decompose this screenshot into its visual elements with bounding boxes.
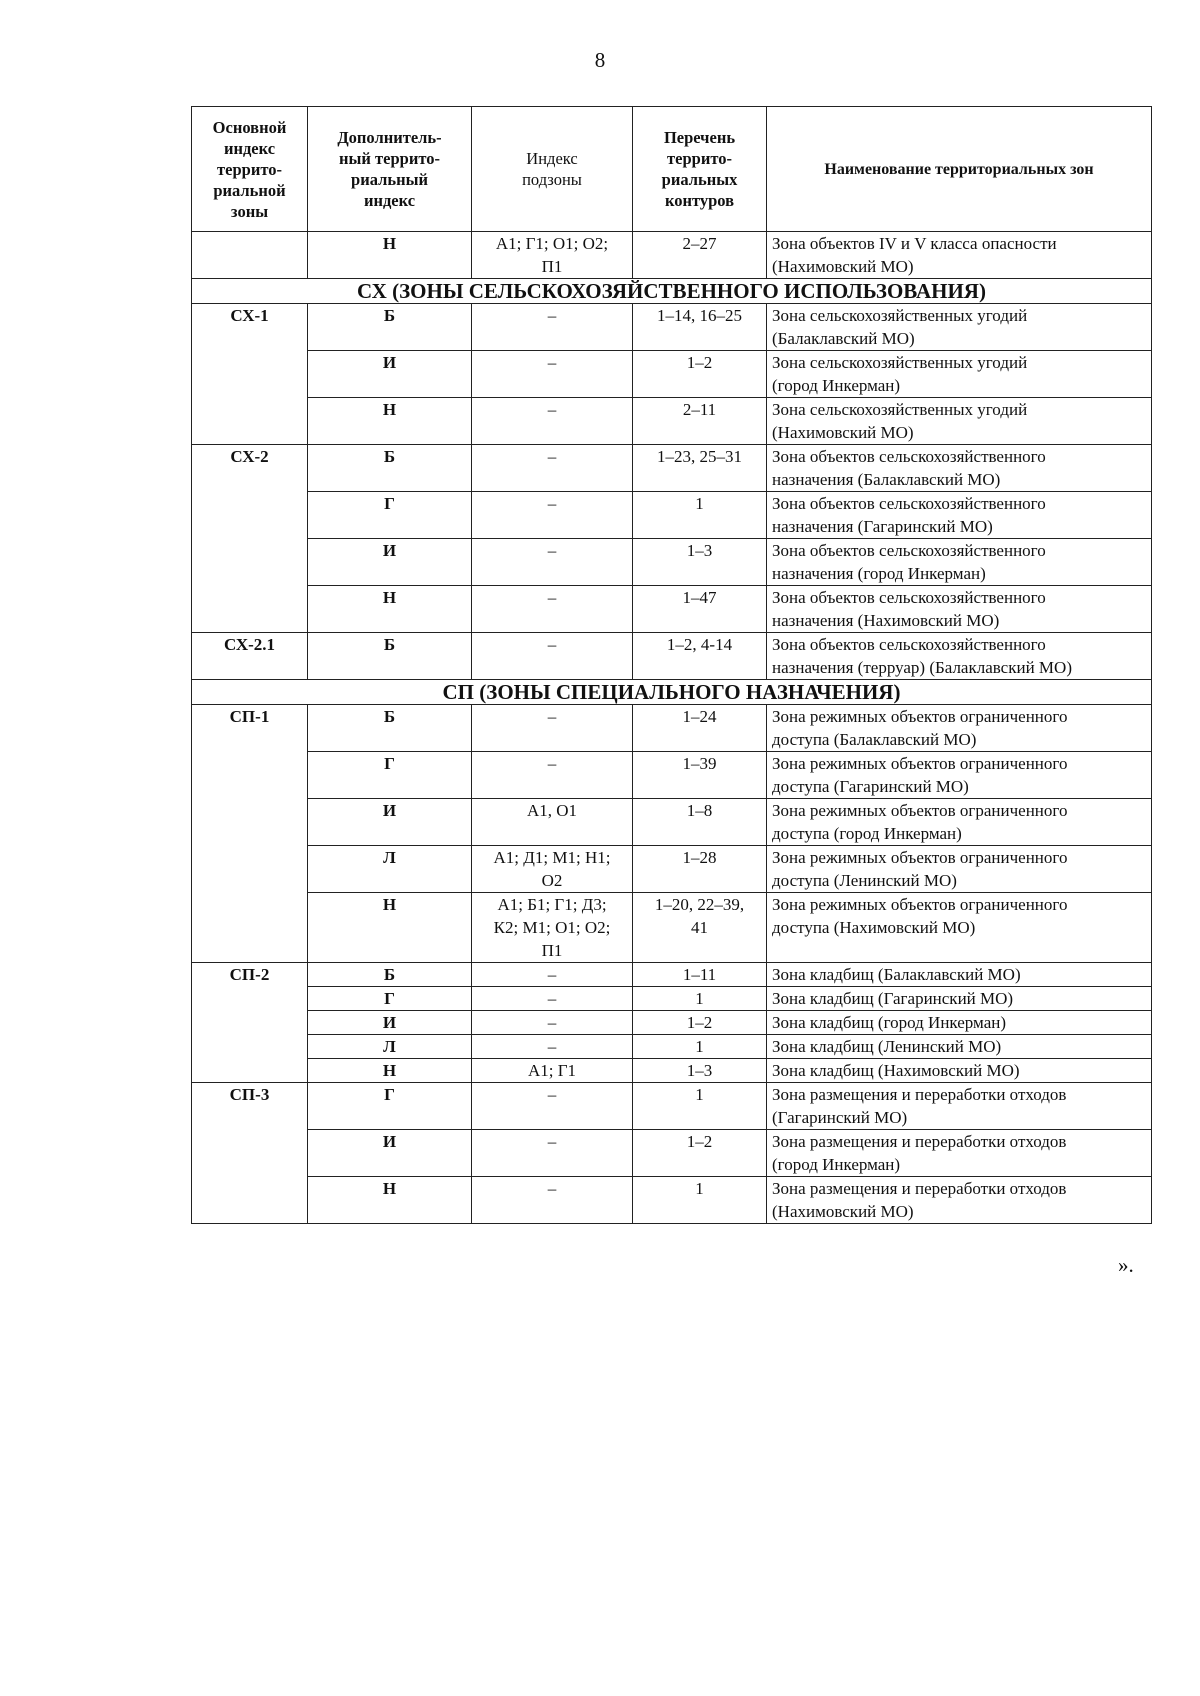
- zone-name-cell: [767, 752, 1152, 799]
- cell-line: Основной: [212, 117, 287, 137]
- contours-cell: [633, 893, 767, 963]
- table-row: [192, 1059, 1152, 1083]
- cell-line: индекс: [223, 138, 276, 158]
- cell-line: ный террито-: [339, 149, 440, 168]
- zone-name-cell: [767, 351, 1152, 398]
- subzone-index-cell: [472, 539, 633, 586]
- contours-cell: [633, 492, 767, 539]
- cell-line: 41: [691, 918, 708, 937]
- zone-name-cell: [767, 1130, 1152, 1177]
- subzone-index-cell: [472, 1130, 633, 1177]
- cell-line: риальный: [351, 170, 428, 189]
- subzone-index-cell: [472, 1011, 633, 1035]
- subzone-index-cell: [472, 893, 633, 963]
- cell-line: 1–47: [682, 588, 717, 607]
- contours-cell: [633, 633, 767, 680]
- cell-line: (Нахимовский МО): [772, 1202, 914, 1221]
- table-row: [192, 398, 1152, 445]
- table-row: [192, 445, 1152, 492]
- table-row: [192, 987, 1152, 1011]
- cell-line: А1; Г1: [527, 1061, 577, 1080]
- cell-line: 1–11: [682, 965, 717, 984]
- cell-line: Зона режимных объектов ограниченного: [772, 801, 1068, 820]
- cell-line: 1–23, 25–31: [657, 447, 742, 466]
- table-header: [192, 107, 1152, 232]
- zone-name-cell: [767, 799, 1152, 846]
- extra-index-cell: И: [308, 1011, 472, 1035]
- cell-line: 1–2: [686, 1132, 713, 1151]
- cell-line: Перечень: [663, 128, 736, 147]
- zone-name-cell: [767, 304, 1152, 351]
- main-index-cell: СХ-2.1: [192, 633, 308, 680]
- page-number: 8: [594, 48, 606, 72]
- zone-name-cell: [767, 1059, 1152, 1083]
- cell-line: А1; Г1; О1; О2;: [495, 234, 609, 253]
- cell-line: Дополнитель-: [337, 128, 442, 147]
- section-title: СП (ЗОНЫ СПЕЦИАЛЬНОГО НАЗНАЧЕНИЯ): [192, 680, 1152, 705]
- extra-index-cell: И: [308, 351, 472, 398]
- table-row: [192, 1011, 1152, 1035]
- cell-line: 1–2: [686, 353, 713, 372]
- cell-line: –: [547, 353, 557, 372]
- extra-index-cell: Г: [308, 492, 472, 539]
- extra-index-cell: Б: [308, 705, 472, 752]
- zone-name-cell: [767, 232, 1152, 279]
- table-row: [192, 1130, 1152, 1177]
- cell-line: Зона сельскохозяйственных угодий: [772, 306, 1028, 325]
- zone-name-cell: [767, 987, 1152, 1011]
- zone-name-cell: [767, 445, 1152, 492]
- cell-line: –: [547, 306, 557, 325]
- cell-line: назначения (Гагаринский МО): [772, 517, 993, 536]
- table-row: [192, 752, 1152, 799]
- cell-line: 1–28: [682, 848, 717, 867]
- cell-line: (город Инкерман): [772, 376, 901, 395]
- cell-line: риальных: [661, 170, 738, 189]
- contours-cell: [633, 1130, 767, 1177]
- zone-name-cell: [767, 846, 1152, 893]
- table-row: [192, 1083, 1152, 1130]
- subzone-index-cell: [472, 705, 633, 752]
- cell-line: Зона объектов IV и V класса опасности: [772, 234, 1057, 253]
- main-index-cell: СХ-2: [192, 445, 308, 633]
- extra-index-cell: Л: [308, 846, 472, 893]
- contours-cell: [633, 232, 767, 279]
- contours-cell: [633, 351, 767, 398]
- main-index-cell: СП-2: [192, 963, 308, 1083]
- contours-cell: [633, 799, 767, 846]
- cell-line: Наименование территориальных зон: [824, 160, 1094, 178]
- cell-line: 2–11: [682, 400, 717, 419]
- cell-line: Зона режимных объектов ограниченного: [772, 754, 1068, 773]
- extra-index-cell: Б: [308, 963, 472, 987]
- cell-line: назначения (терруар) (Балаклавский МО): [772, 658, 1072, 677]
- subzone-index-cell: [472, 232, 633, 279]
- cell-line: К2; М1; О1; О2;: [493, 918, 611, 937]
- cell-line: 1–3: [686, 541, 713, 560]
- zone-name-cell: [767, 633, 1152, 680]
- closing-quote: ».: [1118, 1253, 1134, 1277]
- subzone-index-cell: [472, 445, 633, 492]
- cell-line: 1–24: [682, 707, 717, 726]
- zone-name-cell: [767, 1035, 1152, 1059]
- extra-index-cell: Н: [308, 1059, 472, 1083]
- cell-line: Зона кладбищ (Ленинский МО): [772, 1037, 1002, 1056]
- header-extra-index: [308, 107, 472, 232]
- cell-line: 1: [695, 494, 704, 513]
- contours-cell: [633, 846, 767, 893]
- subzone-index-cell: [472, 963, 633, 987]
- contours-cell: [633, 1059, 767, 1083]
- contours-cell: [633, 963, 767, 987]
- cell-line: 1: [695, 1037, 704, 1056]
- cell-line: Зона размещения и переработки отходов: [772, 1132, 1067, 1151]
- cell-line: П1: [541, 941, 563, 960]
- subzone-index-cell: [472, 304, 633, 351]
- cell-line: Индекс: [526, 149, 578, 168]
- cell-line: –: [547, 447, 557, 466]
- zone-name-cell: [767, 492, 1152, 539]
- contours-cell: [633, 1177, 767, 1224]
- cell-line: доступа (Нахимовский МО): [772, 918, 976, 937]
- header-contours: [633, 107, 767, 232]
- cell-line: Зона сельскохозяйственных угодий: [772, 353, 1028, 372]
- cell-line: 1–14, 16–25: [657, 306, 742, 325]
- zone-name-cell: [767, 1011, 1152, 1035]
- extra-index-cell: Н: [308, 1177, 472, 1224]
- extra-index-cell: И: [308, 799, 472, 846]
- contours-cell: [633, 539, 767, 586]
- zone-name-cell: [767, 1083, 1152, 1130]
- contours-cell: [633, 987, 767, 1011]
- extra-index-cell: И: [308, 539, 472, 586]
- cell-line: 2–27: [682, 234, 717, 253]
- cell-line: –: [547, 754, 557, 773]
- cell-line: –: [547, 494, 557, 513]
- cell-line: П1: [541, 257, 563, 276]
- cell-line: –: [547, 707, 557, 726]
- cell-line: Зона объектов сельскохозяйственного: [772, 447, 1046, 466]
- subzone-index-cell: [472, 398, 633, 445]
- header-main-index: [192, 107, 308, 232]
- table-row: [192, 232, 1152, 279]
- cell-line: доступа (Балаклавский МО): [772, 730, 977, 749]
- cell-line: доступа (Гагаринский МО): [772, 777, 969, 796]
- cell-line: 1–3: [686, 1061, 713, 1080]
- extra-index-cell: Н: [308, 586, 472, 633]
- cell-line: индекс: [363, 191, 416, 210]
- main-index-cell: [192, 232, 308, 279]
- cell-line: –: [547, 588, 557, 607]
- zone-name-cell: [767, 963, 1152, 987]
- table-row: [192, 633, 1152, 680]
- cell-line: –: [547, 965, 557, 984]
- subzone-index-cell: [472, 1083, 633, 1130]
- section-row: [192, 279, 1152, 304]
- cell-line: (Нахимовский МО): [772, 257, 914, 276]
- cell-line: –: [547, 1037, 557, 1056]
- cell-line: Зона объектов сельскохозяйственного: [772, 494, 1046, 513]
- cell-line: назначения (Балаклавский МО): [772, 470, 1001, 489]
- cell-line: (Балаклавский МО): [772, 329, 915, 348]
- cell-line: Зона сельскохозяйственных угодий: [772, 400, 1028, 419]
- cell-line: назначения (Нахимовский МО): [772, 611, 1000, 630]
- extra-index-cell: Б: [308, 304, 472, 351]
- contours-cell: [633, 705, 767, 752]
- extra-index-cell: Н: [308, 232, 472, 279]
- section-row: [192, 680, 1152, 705]
- zone-name-cell: [767, 398, 1152, 445]
- table-row: [192, 1035, 1152, 1059]
- contours-cell: [633, 1035, 767, 1059]
- subzone-index-cell: [472, 586, 633, 633]
- table-row: [192, 586, 1152, 633]
- table-body: [192, 232, 1152, 1224]
- cell-line: Зона кладбищ (Балаклавский МО): [772, 965, 1021, 984]
- cell-line: –: [547, 400, 557, 419]
- table-row: [192, 1177, 1152, 1224]
- contours-cell: [633, 304, 767, 351]
- table-row: [192, 799, 1152, 846]
- contours-cell: [633, 752, 767, 799]
- subzone-index-cell: [472, 1177, 633, 1224]
- cell-line: риальной: [213, 180, 286, 200]
- extra-index-cell: Б: [308, 445, 472, 492]
- subzone-index-cell: [472, 846, 633, 893]
- cell-line: доступа (город Инкерман): [772, 824, 962, 843]
- cell-line: Зона кладбищ (Нахимовский МО): [772, 1061, 1020, 1080]
- main-index-cell: СХ-1: [192, 304, 308, 445]
- subzone-index-cell: [472, 752, 633, 799]
- subzone-index-cell: [472, 987, 633, 1011]
- cell-line: Зона размещения и переработки отходов: [772, 1179, 1067, 1198]
- cell-line: Зона объектов сельскохозяйственного: [772, 541, 1046, 560]
- cell-line: –: [547, 1179, 557, 1198]
- cell-line: О2: [541, 871, 563, 890]
- contours-cell: [633, 445, 767, 492]
- cell-line: 1: [695, 989, 704, 1008]
- cell-line: Зона размещения и переработки отходов: [772, 1085, 1067, 1104]
- header-zone-name: [767, 107, 1152, 232]
- cell-line: –: [547, 1132, 557, 1151]
- table-row: [192, 963, 1152, 987]
- extra-index-cell: И: [308, 1130, 472, 1177]
- cell-line: Зона кладбищ (город Инкерман): [772, 1013, 1006, 1032]
- table-row: [192, 846, 1152, 893]
- zone-name-cell: [767, 539, 1152, 586]
- contours-cell: [633, 398, 767, 445]
- contours-cell: [633, 1083, 767, 1130]
- cell-line: 1–2: [686, 1013, 713, 1032]
- cell-line: подзоны: [522, 170, 582, 189]
- section-title: СХ (ЗОНЫ СЕЛЬСКОХОЗЯЙСТВЕННОГО ИСПОЛЬЗОВАНИЯ): [192, 279, 1152, 304]
- cell-line: (Гагаринский МО): [772, 1108, 908, 1127]
- subzone-index-cell: [472, 799, 633, 846]
- extra-index-cell: Б: [308, 633, 472, 680]
- cell-line: А1, О1: [526, 801, 578, 820]
- cell-line: Зона объектов сельскохозяйственного: [772, 635, 1046, 654]
- zone-name-cell: [767, 893, 1152, 963]
- header-subzone-index: [472, 107, 633, 232]
- main-index-cell: СП-3: [192, 1083, 308, 1224]
- subzone-index-cell: [472, 351, 633, 398]
- table-row: [192, 304, 1152, 351]
- extra-index-cell: Г: [308, 1083, 472, 1130]
- cell-line: зоны: [230, 201, 269, 221]
- cell-line: террито-: [217, 159, 282, 179]
- cell-line: (город Инкерман): [772, 1155, 901, 1174]
- cell-line: 1–2, 4-14: [666, 635, 733, 654]
- subzone-index-cell: [472, 1059, 633, 1083]
- cell-line: –: [547, 1013, 557, 1032]
- subzone-index-cell: [472, 1035, 633, 1059]
- extra-index-cell: Л: [308, 1035, 472, 1059]
- cell-line: доступа (Ленинский МО): [772, 871, 957, 890]
- cell-line: 1–8: [686, 801, 713, 820]
- cell-line: Зона режимных объектов ограниченного: [772, 848, 1068, 867]
- cell-line: (Нахимовский МО): [772, 423, 914, 442]
- extra-index-cell: Н: [308, 893, 472, 963]
- cell-line: Зона кладбищ (Гагаринский МО): [772, 989, 1014, 1008]
- cell-line: –: [547, 541, 557, 560]
- cell-line: –: [547, 635, 557, 654]
- extra-index-cell: Н: [308, 398, 472, 445]
- contours-cell: [633, 1011, 767, 1035]
- cell-line: Зона объектов сельскохозяйственного: [772, 588, 1046, 607]
- table-row: [192, 351, 1152, 398]
- cell-line: –: [547, 1085, 557, 1104]
- table-row: [192, 539, 1152, 586]
- cell-line: 1: [695, 1179, 704, 1198]
- subzone-index-cell: [472, 492, 633, 539]
- contours-cell: [633, 586, 767, 633]
- subzone-index-cell: [472, 633, 633, 680]
- zone-name-cell: [767, 586, 1152, 633]
- cell-line: Зона режимных объектов ограниченного: [772, 707, 1068, 726]
- cell-line: назначения (город Инкерман): [772, 564, 986, 583]
- zone-name-cell: [767, 705, 1152, 752]
- zone-name-cell: [767, 1177, 1152, 1224]
- cell-line: 1–20, 22–39,: [654, 895, 745, 914]
- cell-line: террито-: [667, 149, 732, 168]
- table-row: [192, 893, 1152, 963]
- extra-index-cell: Г: [308, 987, 472, 1011]
- main-index-cell: СП-1: [192, 705, 308, 963]
- table-row: [192, 492, 1152, 539]
- cell-line: 1: [695, 1085, 704, 1104]
- table-row: [192, 705, 1152, 752]
- cell-line: А1; Б1; Г1; Д3;: [497, 895, 607, 914]
- cell-line: контуров: [664, 191, 735, 210]
- cell-line: 1–39: [682, 754, 717, 773]
- zone-table: [191, 106, 1152, 1224]
- cell-line: –: [547, 989, 557, 1008]
- extra-index-cell: Г: [308, 752, 472, 799]
- cell-line: А1; Д1; М1; Н1;: [493, 848, 611, 867]
- cell-line: Зона режимных объектов ограниченного: [772, 895, 1068, 914]
